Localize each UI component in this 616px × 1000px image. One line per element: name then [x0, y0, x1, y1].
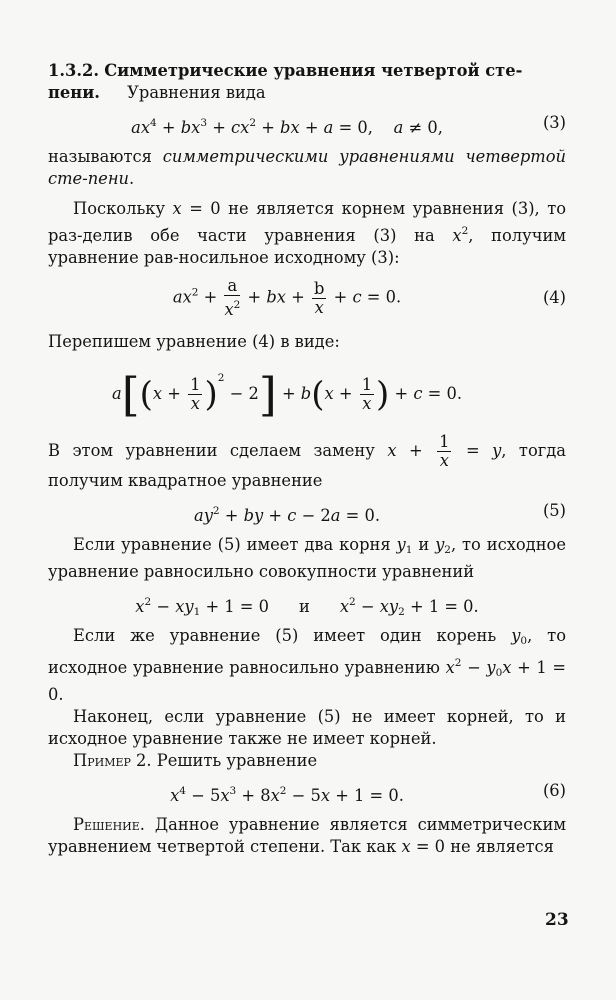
paragraph-division: Поскольку x = 0 не является корнем уравнения (3), то раз-делив обе части уравнения (3) на $x^2$, получим уравнение рав-носильное исходному (3): — [48, 199, 566, 267]
equation-4-number: (4) — [542, 288, 566, 307]
equation-3-number: (3) — [542, 113, 566, 132]
equation-6: $x^4 - 5x^3 + 8x^2 - 5x + 1 = 0$. (6) — [170, 781, 566, 805]
section-number: 1.3.2. — [48, 61, 99, 80]
section-intro: Уравнения вида — [127, 83, 266, 102]
equation-5-number: (5) — [542, 501, 566, 520]
equation-4: $ax^2$ + $\frac{a}{x^2}$ + bx + $\frac{b}{x}$ + c = 0. (4) — [172, 276, 566, 319]
section-heading — [48, 60, 566, 104]
equation-rewritten: a[(x + $\frac{1}{x}$ )$^2$ − 2] + b(x + $\frac{1}{x}$ ) + c = 0. — [111, 367, 462, 422]
equation-6-number: (6) — [542, 781, 566, 800]
equation-5: $ay^2$ + by + c − 2a = 0. (5) — [194, 501, 566, 525]
paragraph-rewrite: Перепишем уравнение (4) в виде: — [48, 332, 340, 351]
paragraph-substitution: В этом уравнении сделаем замену x + $\frac{1}{x}$ = y, тогда получим квадратное уравнение — [48, 432, 567, 490]
section-title: Симметрические уравнения четвертой сте- — [104, 61, 523, 80]
paragraph-definition: называются симметрическими уравнениями четвертой сте-пени. — [48, 147, 566, 188]
page-number: 23 — [545, 910, 569, 930]
solution-paragraph: Решение. Данное уравнение является симметрическим уравнением четвертой степени. Так как x = 0 не является — [48, 815, 566, 856]
page-body — [48, 60, 566, 858]
equation-pair: $x^2 - xy1 + 1 = 0$ и $x^2 - xy2 + 1 = 0$. — [135, 596, 479, 618]
example-2: Пример 2. Решить уравнение — [73, 751, 318, 770]
section-title-cont: пени. — [48, 83, 100, 102]
paragraph-two-roots: Если уравнение (5) имеет два корня y1 и y2, то исходное уравнение равносильно совокупности уравнений — [48, 535, 566, 581]
paragraph-no-roots: Наконец, если уравнение (5) не имеет корней, то и исходное уравнение также не имеет корней. — [48, 707, 566, 748]
paragraph-one-root: Если же уравнение (5) имеет один корень y0, то исходное уравнение равносильно уравнению $x^2 - y0x + 1 = 0$. — [48, 626, 567, 704]
equation-3: $ax^4 + bx^3 + cx^2$ + bx + a = 0, a ≠ 0, (3) — [131, 113, 566, 137]
